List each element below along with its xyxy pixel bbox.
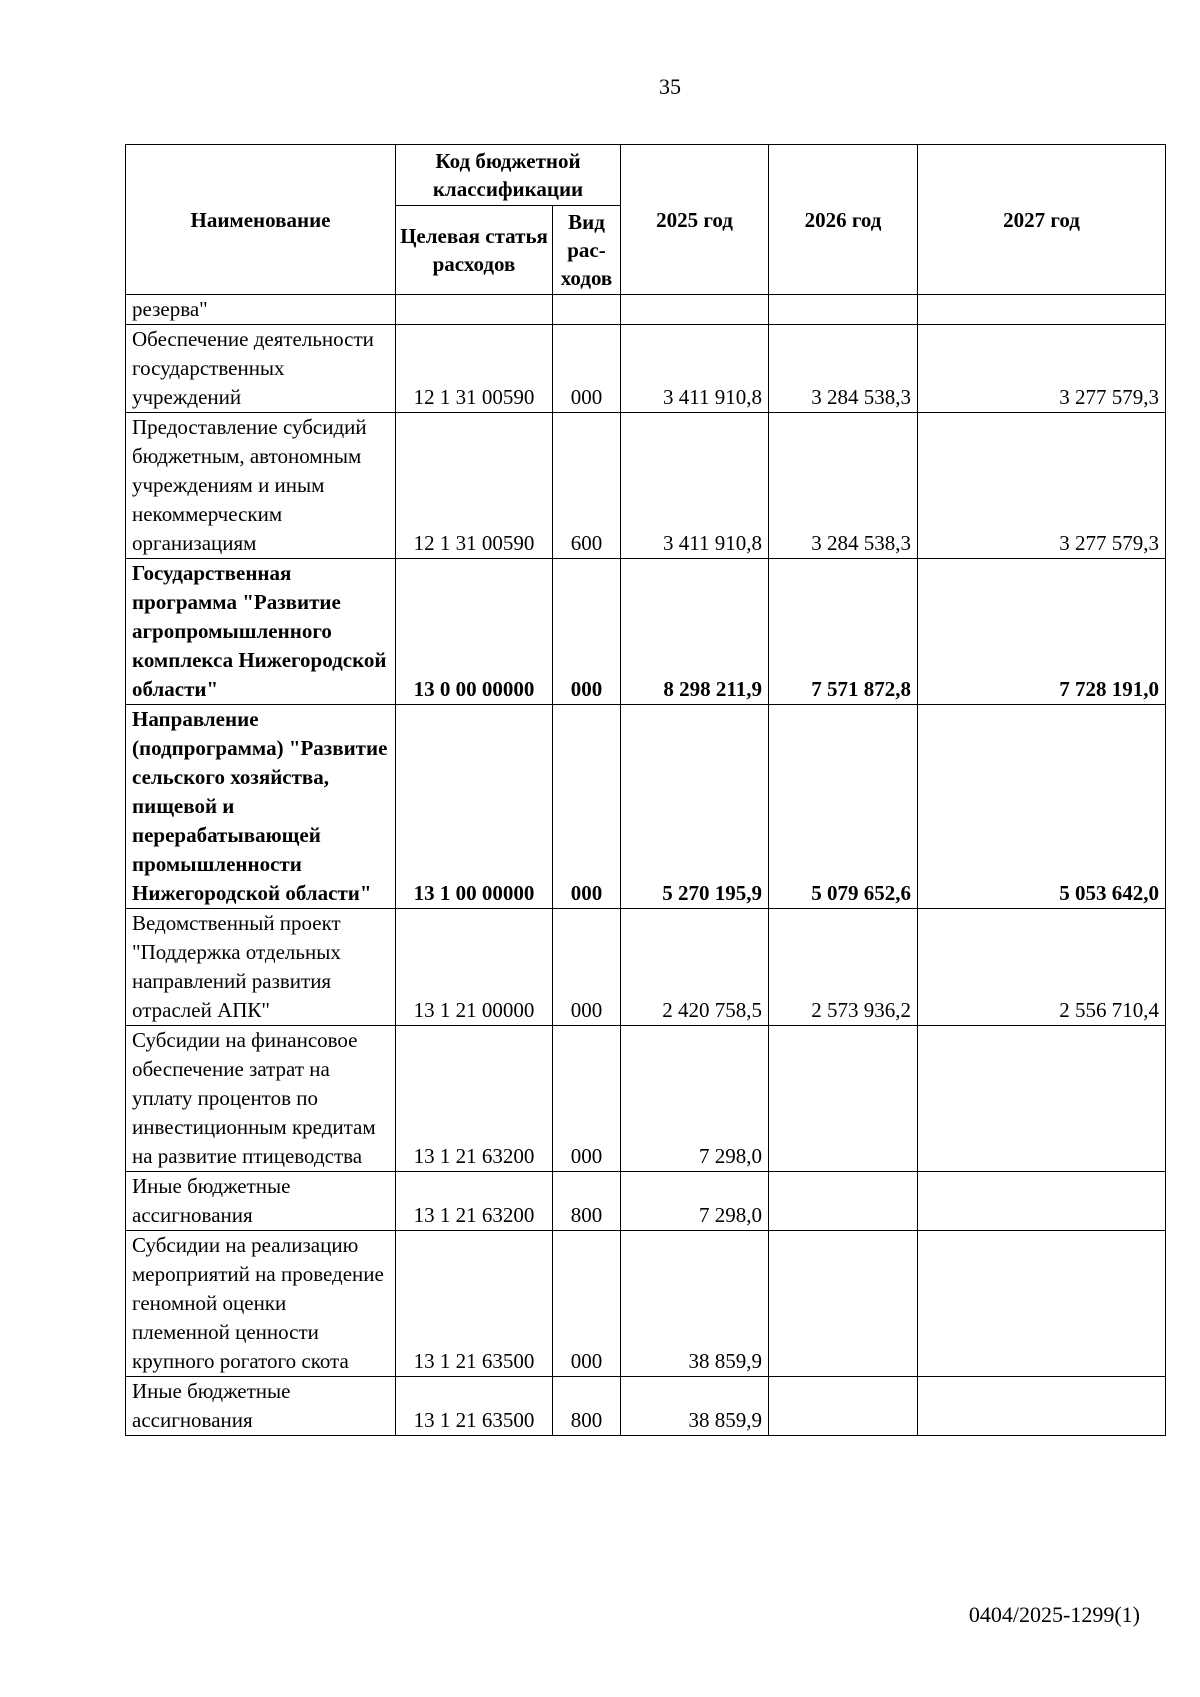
table-row bbox=[126, 705, 1166, 909]
table-row bbox=[126, 325, 1166, 413]
cell-name: Иные бюджетные ассигнования bbox=[126, 1377, 396, 1436]
budget-table bbox=[125, 144, 1166, 1436]
cell-2026 bbox=[769, 295, 918, 325]
cell-2026: 2 573 936,2 bbox=[769, 909, 918, 1026]
cell-2025: 5 270 195,9 bbox=[621, 705, 769, 909]
cell-expense-type: 600 bbox=[553, 413, 621, 559]
cell-2027 bbox=[918, 295, 1166, 325]
header-name: Наименование bbox=[126, 145, 396, 295]
cell-expense-type: 000 bbox=[553, 1026, 621, 1172]
cell-2025: 2 420 758,5 bbox=[621, 909, 769, 1026]
header-2025: 2025 год bbox=[621, 145, 769, 295]
cell-target-article: 13 1 21 63500 bbox=[396, 1231, 553, 1377]
cell-name: Ведомственный проект "Поддержка отдельных направлений развития отраслей АПК" bbox=[126, 909, 396, 1026]
table-row bbox=[126, 1172, 1166, 1231]
table-row bbox=[126, 559, 1166, 705]
cell-2027: 3 277 579,3 bbox=[918, 325, 1166, 413]
table-body bbox=[126, 295, 1166, 1436]
cell-name: Государственная программа "Развитие агропромышленного комплекса Нижегородской области" bbox=[126, 559, 396, 705]
table-row bbox=[126, 1377, 1166, 1436]
table-header bbox=[126, 145, 1166, 295]
header-code-group: Код бюджетной классификации bbox=[396, 145, 621, 206]
cell-target-article: 13 1 00 00000 bbox=[396, 705, 553, 909]
cell-name: Иные бюджетные ассигнования bbox=[126, 1172, 396, 1231]
cell-2026 bbox=[769, 1231, 918, 1377]
page-number: 35 bbox=[659, 74, 681, 99]
cell-expense-type: 000 bbox=[553, 1231, 621, 1377]
cell-name: резерва" bbox=[126, 295, 396, 325]
cell-2027: 5 053 642,0 bbox=[918, 705, 1166, 909]
table-row bbox=[126, 1026, 1166, 1172]
cell-2027 bbox=[918, 1026, 1166, 1172]
cell-2026: 3 284 538,3 bbox=[769, 413, 918, 559]
header-expense-type: Вид рас-ходов bbox=[553, 206, 621, 295]
cell-name: Направление (подпрограмма) "Развитие сельского хозяйства, пищевой и перерабатывающей промышленности Нижегородской области" bbox=[126, 705, 396, 909]
cell-expense-type: 800 bbox=[553, 1377, 621, 1436]
cell-expense-type: 000 bbox=[553, 909, 621, 1026]
cell-2027 bbox=[918, 1172, 1166, 1231]
document-number: 0404/2025-1299(1) bbox=[968, 1602, 1140, 1627]
cell-2025 bbox=[621, 295, 769, 325]
header-2026: 2026 год bbox=[769, 145, 918, 295]
table-row bbox=[126, 1231, 1166, 1377]
cell-2027 bbox=[918, 1377, 1166, 1436]
header-target-article: Целевая статья расходов bbox=[396, 206, 553, 295]
cell-2026: 5 079 652,6 bbox=[769, 705, 918, 909]
table-row bbox=[126, 413, 1166, 559]
cell-expense-type: 000 bbox=[553, 325, 621, 413]
cell-name: Предоставление субсидий бюджетным, автономным учреждениям и иным некоммерческим организациям bbox=[126, 413, 396, 559]
table-row bbox=[126, 295, 1166, 325]
cell-target-article: 12 1 31 00590 bbox=[396, 413, 553, 559]
cell-target-article bbox=[396, 295, 553, 325]
cell-expense-type: 000 bbox=[553, 705, 621, 909]
cell-2027: 7 728 191,0 bbox=[918, 559, 1166, 705]
cell-2026 bbox=[769, 1172, 918, 1231]
cell-target-article: 13 1 21 63500 bbox=[396, 1377, 553, 1436]
cell-2026 bbox=[769, 1026, 918, 1172]
cell-2025: 38 859,9 bbox=[621, 1377, 769, 1436]
cell-target-article: 13 0 00 00000 bbox=[396, 559, 553, 705]
cell-2026 bbox=[769, 1377, 918, 1436]
cell-name: Субсидии на финансовое обеспечение затрат на уплату процентов по инвестиционным кредитам на развитие птицеводства bbox=[126, 1026, 396, 1172]
cell-target-article: 13 1 21 63200 bbox=[396, 1026, 553, 1172]
cell-expense-type: 800 bbox=[553, 1172, 621, 1231]
cell-2027: 2 556 710,4 bbox=[918, 909, 1166, 1026]
cell-expense-type: 000 bbox=[553, 559, 621, 705]
cell-2025: 7 298,0 bbox=[621, 1026, 769, 1172]
cell-2025: 3 411 910,8 bbox=[621, 413, 769, 559]
cell-2026: 7 571 872,8 bbox=[769, 559, 918, 705]
cell-2027 bbox=[918, 1231, 1166, 1377]
cell-2025: 3 411 910,8 bbox=[621, 325, 769, 413]
cell-name: Обеспечение деятельности государственных учреждений bbox=[126, 325, 396, 413]
header-2027: 2027 год bbox=[918, 145, 1166, 295]
cell-target-article: 13 1 21 00000 bbox=[396, 909, 553, 1026]
cell-name: Субсидии на реализацию мероприятий на проведение геномной оценки племенной ценности крупного рогатого скота bbox=[126, 1231, 396, 1377]
cell-2026: 3 284 538,3 bbox=[769, 325, 918, 413]
cell-2027: 3 277 579,3 bbox=[918, 413, 1166, 559]
table-row bbox=[126, 909, 1166, 1026]
cell-expense-type bbox=[553, 295, 621, 325]
cell-2025: 38 859,9 bbox=[621, 1231, 769, 1377]
cell-target-article: 12 1 31 00590 bbox=[396, 325, 553, 413]
cell-2025: 7 298,0 bbox=[621, 1172, 769, 1231]
cell-target-article: 13 1 21 63200 bbox=[396, 1172, 553, 1231]
cell-2025: 8 298 211,9 bbox=[621, 559, 769, 705]
